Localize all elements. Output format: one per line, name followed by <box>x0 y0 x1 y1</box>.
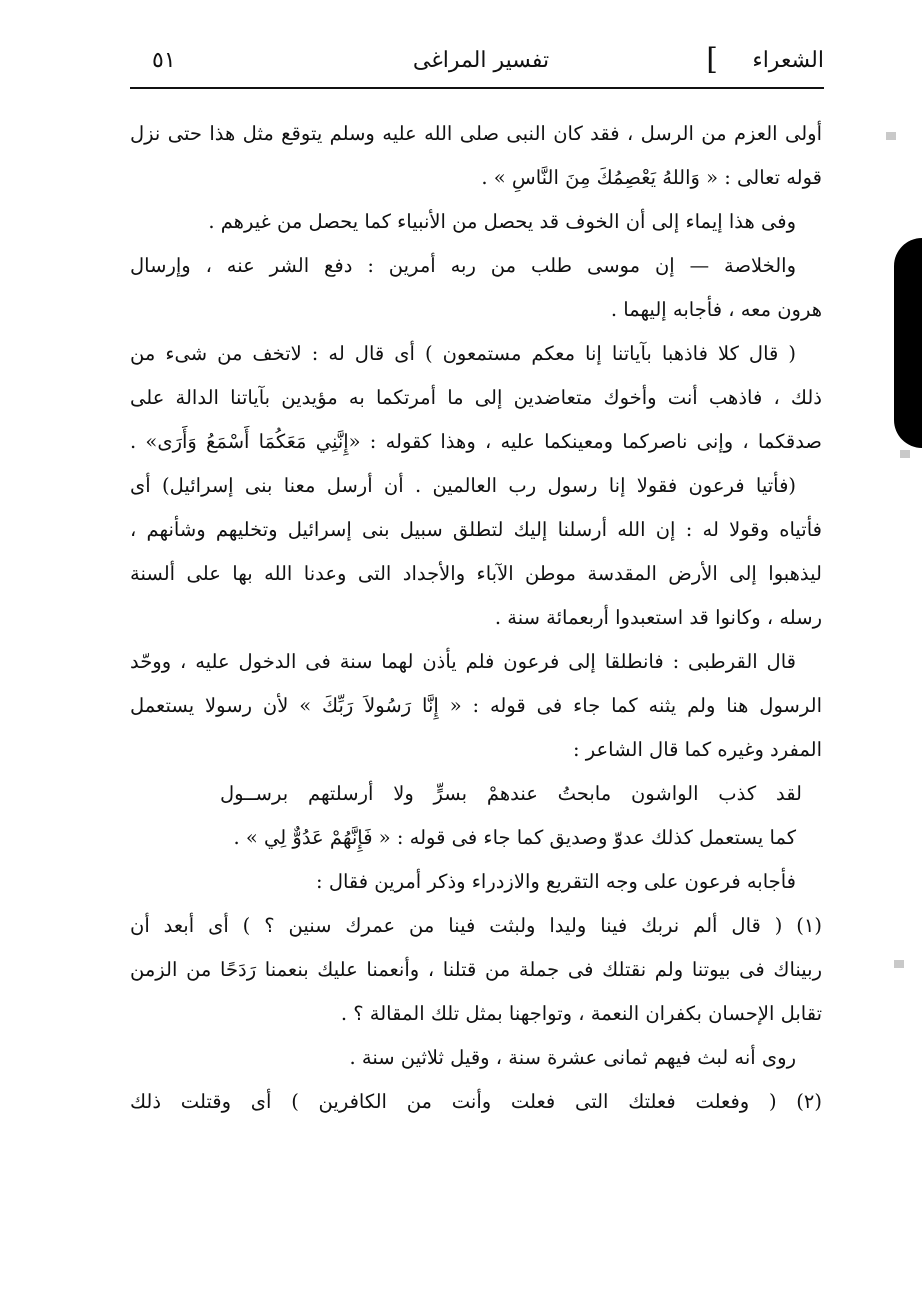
poetry-verse-line: لقد كذب الواشون مابحتُ عندهمْ بسرٍّ ولا أرسلتهم برســول <box>220 782 802 805</box>
header-rule <box>130 87 824 89</box>
scan-speck <box>900 450 910 458</box>
text-line: تقابل الإحسان بكفران النعمة ، وتواجهنا بمثل تلك المقالة ؟ . <box>340 1002 822 1025</box>
book-title: تفسير المراغى <box>412 48 550 73</box>
text-line: فأجابه فرعون على وجه التقريع والازدراء وذكر أمرين فقال : <box>316 870 796 893</box>
text-line: وفى هذا إيماء إلى أن الخوف قد يحصل من الأنبياء كما يحصل من غيرهم . <box>208 210 796 233</box>
scan-speck <box>894 960 904 968</box>
text-line: فأتياه وقولا له : إن الله أرسلنا إليك لتطلق سبيل بنى إسرائيل وتخليهم وشأنهم ، <box>130 518 822 541</box>
text-line: (٢) ( وفعلت فعلتك التى فعلت وأنت من الكافرين ) أى وقتلت ذلك <box>130 1090 822 1113</box>
text-line: (فأتيا فرعون فقولا إنا رسول رب العالمين . أن أرسل معنا بنى إسرائيل) أى <box>130 474 796 497</box>
text-line: هرون معه ، فأجابه إليهما . <box>610 298 822 321</box>
text-line: المفرد وغيره كما قال الشاعر : <box>573 738 822 761</box>
scan-speck <box>886 132 896 140</box>
text-line: أولى العزم من الرسل ، فقد كان النبى صلى الله عليه وسلم يتوقع مثل هذا حتى نزل <box>130 122 822 145</box>
page-number: ٥١ <box>152 48 176 73</box>
page-body <box>130 112 822 1124</box>
text-line: روى أنه لبث فيهم ثمانى عشرة سنة ، وقيل ثلاثين سنة . <box>349 1046 796 1069</box>
text-line: قوله تعالى : « وَاللهُ يَعْصِمُكَ مِنَ النَّاسِ » . <box>481 166 822 189</box>
surah-name: الشعراء <box>752 48 824 73</box>
text-line: والخلاصة — إن موسى طلب من ربه أمرين : دفع الشر عنه ، وإرسال <box>130 254 796 277</box>
text-line: الرسول هنا ولم يثنه كما جاء فى قوله : « إِنَّا رَسُولاَ رَبِّكَ » لأن رسولا يستعمل <box>130 694 822 717</box>
header-bracket: ] <box>706 42 718 77</box>
text-line: ليذهبوا إلى الأرض المقدسة موطن الآباء والأجداد التى وعدنا الله بها على ألسنة <box>130 562 822 585</box>
page-header <box>138 40 824 84</box>
text-line: صدقكما ، وإنى ناصركما ومعينكما عليه ، وهذا كقوله : «إِنَّنِي مَعَكُمَا أَسْمَعُ وَأَرَى» . <box>130 430 822 453</box>
text-line: ( قال كلا فاذهبا بآياتنا إنا معكم مستمعون ) أى قال له : لاتخف من شىء من <box>130 342 796 365</box>
text-line: كما يستعمل كذلك عدوّ وصديق كما جاء فى قوله : « فَإِنَّهُمْ عَدُوٌّ لِي » . <box>233 826 796 849</box>
text-line: ربيناك فى بيوتنا ولم نقتلك فى جملة من قتلنا ، وأنعمنا عليك بنعمنا رَدَحًا من الزمن <box>130 958 822 981</box>
text-line: ذلك ، فاذهب أنت وأخوك متعاضدين إلى ما أمرتكما به مؤيدين بآياتنا الدالة على <box>130 386 822 409</box>
text-line: رسله ، وكانوا قد استعبدوا أربعمائة سنة . <box>494 606 822 629</box>
scan-edge-shadow <box>894 238 922 448</box>
text-line: (١) ( قال ألم نربك فينا وليدا ولبثت فينا من عمرك سنين ؟ ) أى أبعد أن <box>130 914 822 937</box>
text-line: قال القرطبى : فانطلقا إلى فرعون فلم يأذن لهما سنة فى الدخول عليه ، ووحّد <box>130 650 796 673</box>
